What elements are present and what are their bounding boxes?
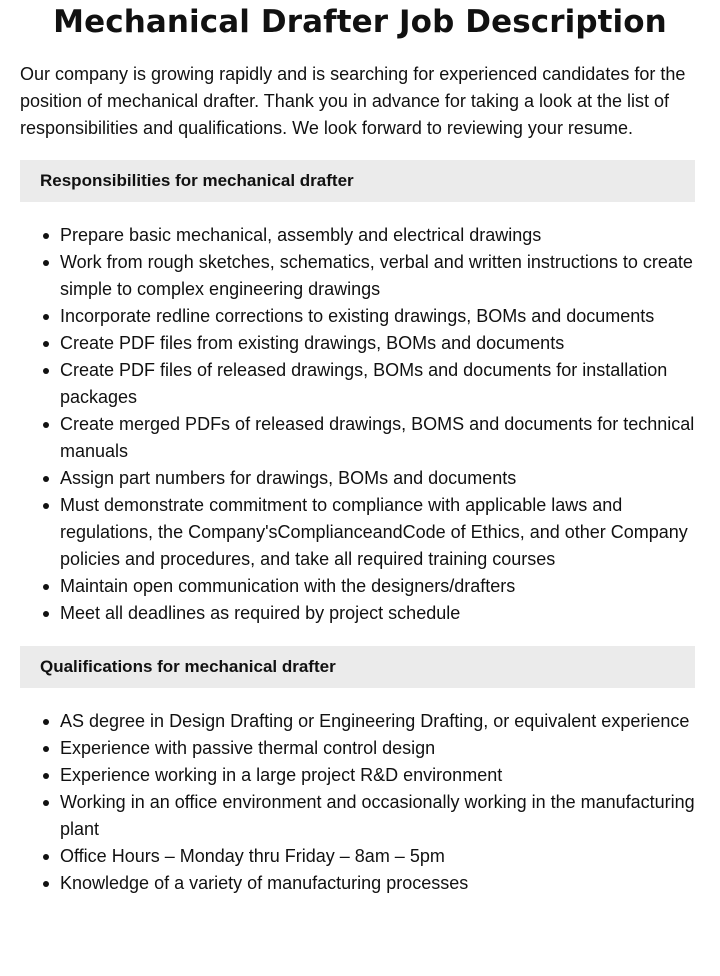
list-item-text: Experience with passive thermal control design (60, 738, 436, 758)
list-item-text: Working in an office environment and occasionally working in the manufacturing plant (60, 792, 695, 839)
responsibilities-heading: Responsibilities for mechanical drafter (20, 160, 695, 202)
list-item (60, 222, 700, 249)
qualifications-heading: Qualifications for mechanical drafter (20, 646, 695, 688)
bullet-icon (43, 746, 49, 752)
bullet-icon (43, 611, 49, 617)
bullet-icon (43, 854, 49, 860)
list-item (60, 870, 700, 897)
bullet-icon (43, 260, 49, 266)
list-item-text: Create PDF files of released drawings, BOMs and documents for installation packages (60, 360, 668, 407)
bullet-icon (43, 233, 49, 239)
list-item (60, 357, 700, 411)
list-item-text: Create merged PDFs of released drawings, BOMS and documents for technical manuals (60, 414, 695, 461)
list-item (60, 411, 700, 465)
list-item-text: AS degree in Design Drafting or Engineering Drafting, or equivalent experience (60, 711, 690, 731)
list-item (60, 249, 700, 303)
list-item-text: Work from rough sketches, schematics, verbal and written instructions to create simple to complex engineering drawings (60, 252, 693, 299)
list-item (60, 465, 700, 492)
list-item-text: Incorporate redline corrections to existing drawings, BOMs and documents (60, 306, 655, 326)
bullet-icon (43, 341, 49, 347)
intro-paragraph: Our company is growing rapidly and is searching for experienced candidates for the position of mechanical drafter. Thank you in advance for taking a look at the list of responsibilities and qualifications. We look forward to reviewing your resume. (20, 64, 686, 138)
list-item (60, 330, 700, 357)
list-item-text: Must demonstrate commitment to compliance with applicable laws and regulations, the Company'sComplianceandCode of Ethics, and other Company policies and procedures, and take all required training courses (60, 495, 688, 569)
bullet-icon (43, 368, 49, 374)
bullet-icon (43, 719, 49, 725)
list-item (60, 708, 700, 735)
bullet-icon (43, 881, 49, 887)
responsibilities-list (20, 222, 700, 627)
list-item-text: Experience working in a large project R&D environment (60, 765, 503, 785)
list-item-text: Create PDF files from existing drawings, BOMs and documents (60, 333, 565, 353)
bullet-icon (43, 422, 49, 428)
list-item (60, 789, 700, 843)
list-item (60, 492, 700, 573)
list-item-text: Maintain open communication with the designers/drafters (60, 576, 516, 596)
page-title: Mechanical Drafter Job Description (53, 4, 667, 40)
bullet-icon (43, 503, 49, 509)
list-item-text: Assign part numbers for drawings, BOMs and documents (60, 468, 517, 488)
list-item (60, 573, 700, 600)
qualifications-list (20, 708, 700, 897)
list-item-text: Meet all deadlines as required by project schedule (60, 603, 461, 623)
list-item-text: Prepare basic mechanical, assembly and electrical drawings (60, 225, 542, 245)
list-item (60, 600, 700, 627)
list-item-text: Office Hours – Monday thru Friday – 8am – 5pm (60, 846, 445, 866)
list-item (60, 762, 700, 789)
bullet-icon (43, 476, 49, 482)
bullet-icon (43, 773, 49, 779)
bullet-icon (43, 584, 49, 590)
list-item (60, 735, 700, 762)
list-item (60, 843, 700, 870)
bullet-icon (43, 800, 49, 806)
list-item-text: Knowledge of a variety of manufacturing processes (60, 873, 469, 893)
bullet-icon (43, 314, 49, 320)
list-item (60, 303, 700, 330)
